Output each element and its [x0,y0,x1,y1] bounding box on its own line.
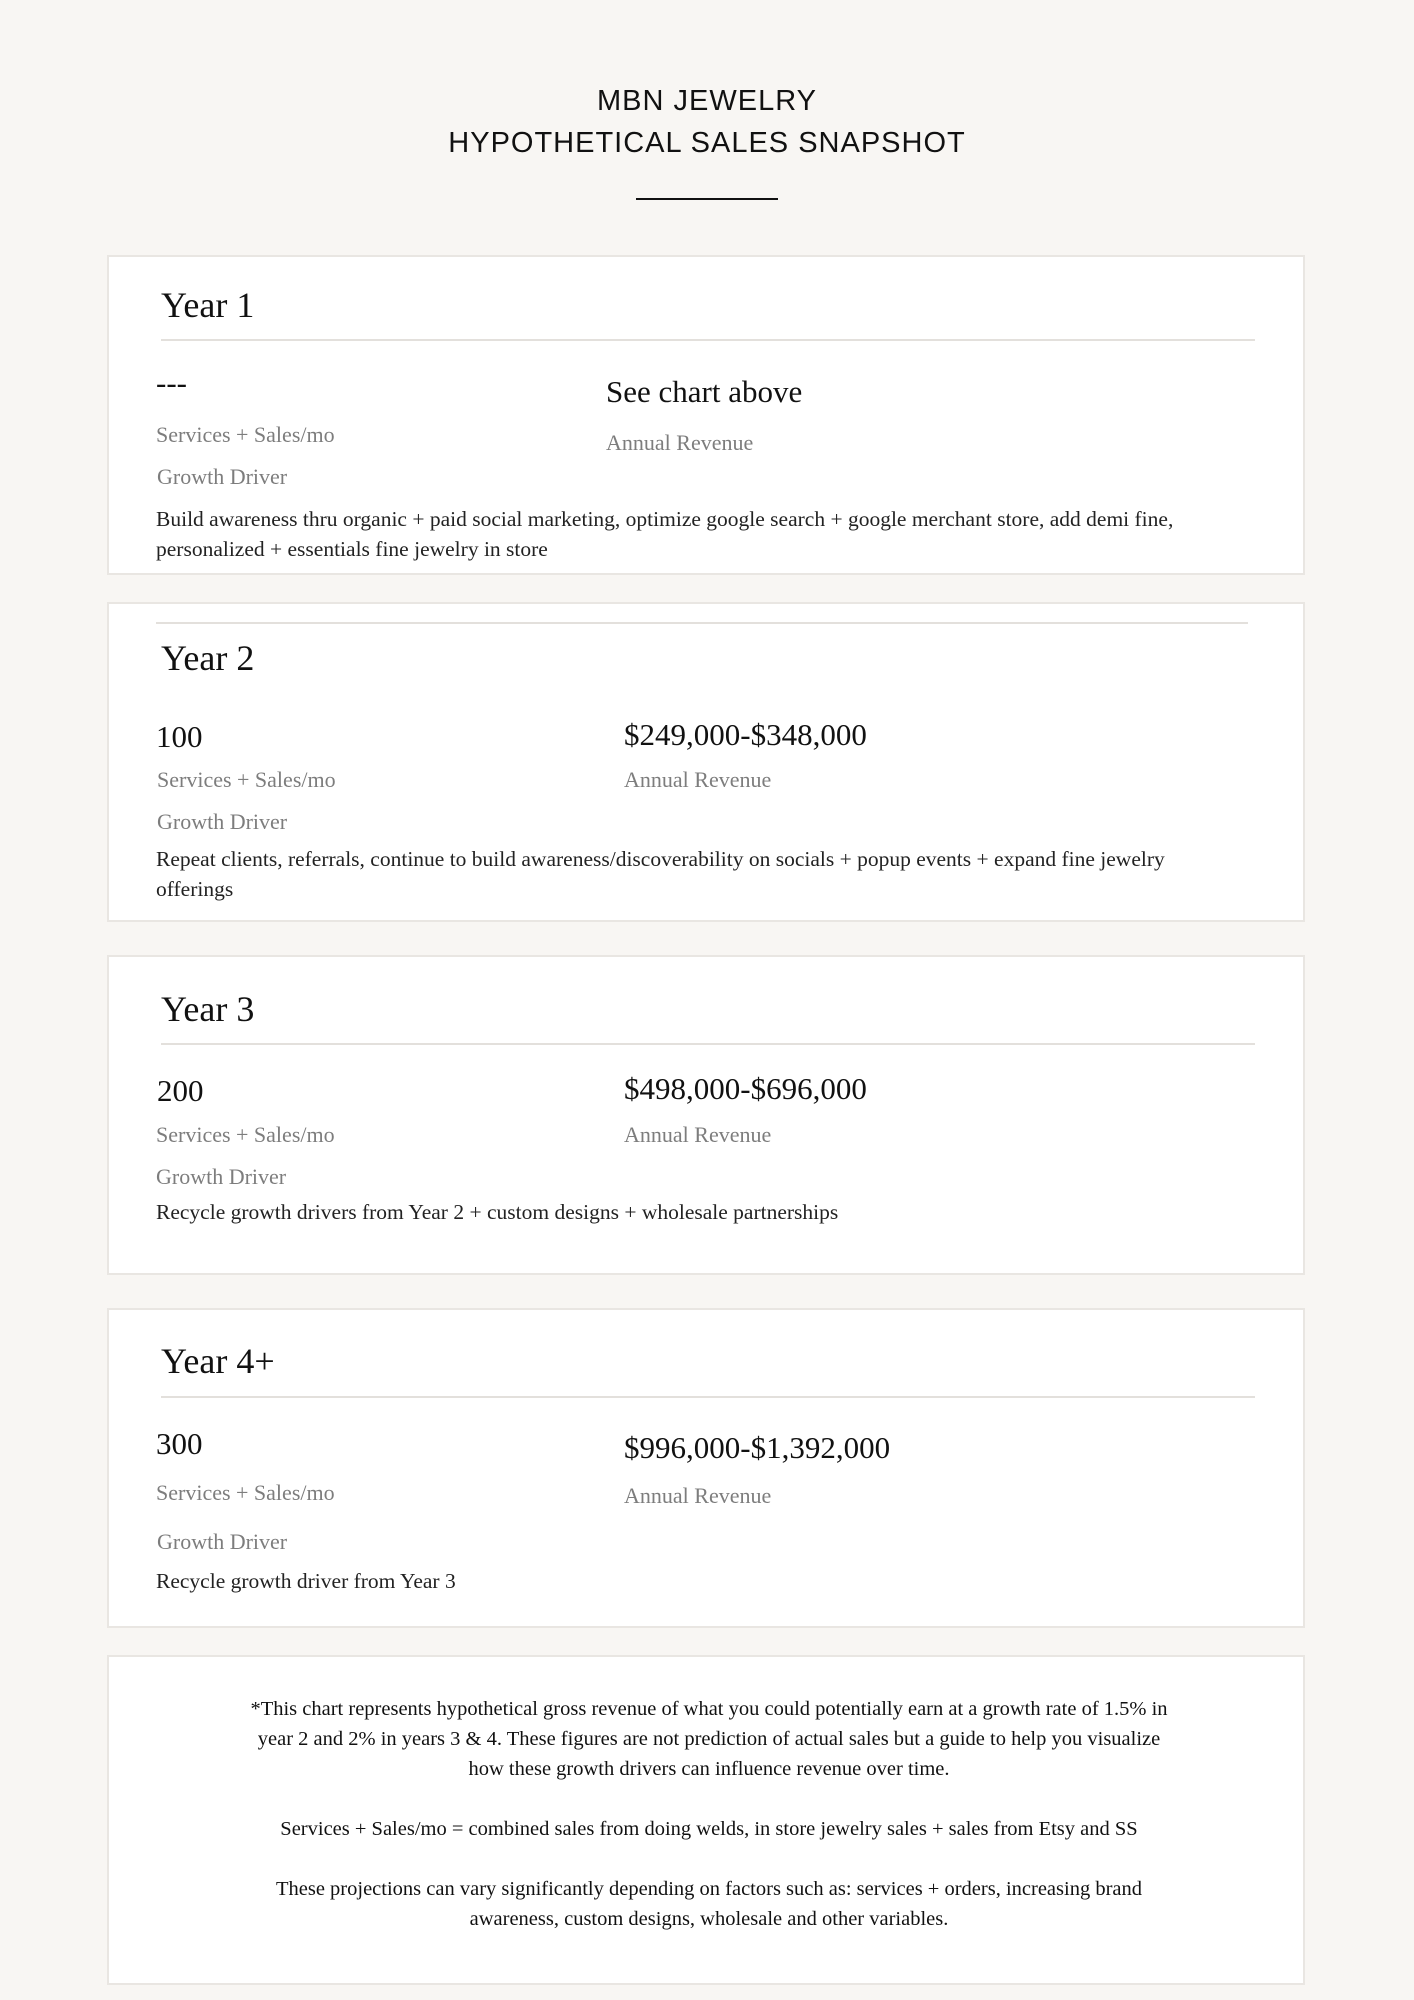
card-divider [156,622,1248,624]
year-title: Year 2 [161,638,255,678]
definition-text: Services + Sales/mo = combined sales from doing welds, in store jewelry sales + sales from Etsy and SS [280,1818,1138,1840]
revenue-label: Annual Revenue [624,1122,772,1147]
growth-driver-label: Growth Driver [157,809,288,834]
growth-driver-text: Build awareness thru organic + paid social marketing, optimize google search + google merchant store, add demi fine, personalized + essentials fine jewelry in store [156,507,1174,561]
revenue-value: $498,000-$696,000 [624,1071,867,1106]
growth-driver-label: Growth Driver [157,1529,288,1554]
sales-value: 100 [156,719,203,754]
revenue-value: $249,000-$348,000 [624,717,867,752]
sales-label: Services + Sales/mo [156,1480,335,1505]
revenue-label: Annual Revenue [624,767,772,792]
company-name: MBN JEWELRY [597,85,817,117]
variability-text: These projections can vary significantly depending on factors such as: services + orders, increasing brand awareness, custom designs, wholesale and other variables. [275,1878,1142,1930]
document-title: HYPOTHETICAL SALES SNAPSHOT [448,127,966,159]
revenue-value: See chart above [606,374,803,409]
revenue-value: $996,000-$1,392,000 [624,1430,891,1465]
year-4-card [107,1308,1305,1628]
revenue-label: Annual Revenue [624,1483,772,1508]
sales-label: Services + Sales/mo [156,422,335,447]
growth-driver-text: Recycle growth drivers from Year 2 + custom designs + wholesale partnerships [156,1200,839,1224]
card-divider [161,1396,1255,1398]
card-divider [161,1043,1255,1045]
definition-note [209,1814,1209,1844]
year-1-card [107,255,1305,575]
year-title: Year 4+ [161,1341,275,1381]
year-3-card [107,955,1305,1275]
variability-note [269,1874,1149,1934]
notes-card [107,1655,1305,1985]
sales-label: Services + Sales/mo [157,767,336,792]
sales-label: Services + Sales/mo [156,1122,335,1147]
sales-value: 200 [157,1073,204,1108]
growth-driver-label: Growth Driver [157,464,288,489]
year-2-card [107,602,1305,922]
header-divider [636,198,778,200]
growth-driver-text: Repeat clients, referrals, continue to build awareness/discoverability on socials + popup events + expand fine jewelry offerings [156,847,1165,901]
document-header [0,80,1414,164]
disclaimer-note [239,1694,1179,1784]
sales-value: 300 [156,1426,203,1461]
year-title: Year 1 [161,285,255,325]
growth-driver-label: Growth Driver [156,1164,287,1189]
growth-driver-text: Recycle growth driver from Year 3 [156,1569,456,1593]
year-title: Year 3 [161,989,255,1029]
disclaimer-text: *This chart represents hypothetical gross revenue of what you could potentially earn at a growth rate of 1.5% in year 2 and 2% in years 3 & 4. These figures are not prediction of actual sales but a guide to help you visualize how these growth drivers can influence revenue over time. [250,1698,1168,1780]
revenue-label: Annual Revenue [606,430,754,455]
sales-value: --- [156,365,187,400]
card-divider [161,339,1255,341]
